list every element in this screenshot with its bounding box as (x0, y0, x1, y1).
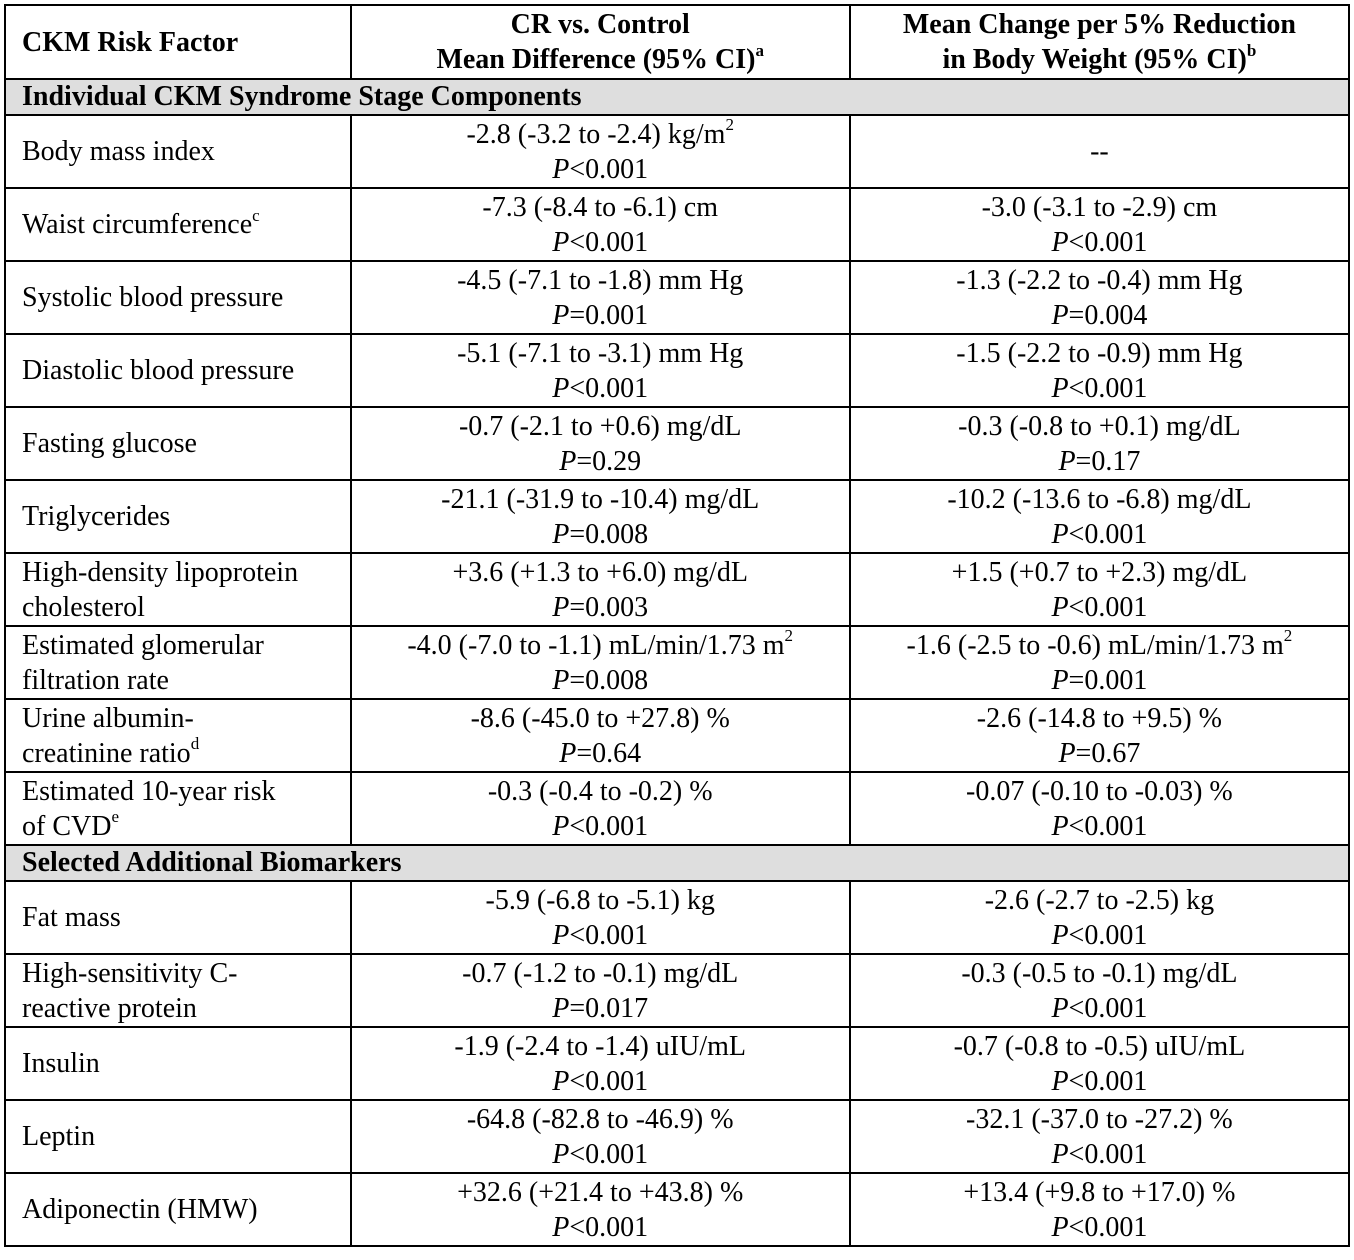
p-symbol: P (1051, 810, 1069, 842)
p-symbol: P (552, 591, 570, 623)
weight-change-cell (850, 626, 1349, 699)
p-value-text: <0.001 (1068, 1211, 1148, 1243)
table-row (5, 334, 1349, 407)
p-value-text: <0.001 (569, 919, 649, 951)
cr-vs-control-p-value (352, 225, 849, 260)
risk-factor-label: Urine albumin- (22, 702, 194, 734)
weight-change-value: -10.2 (-13.6 to -6.8) mg/dL (947, 483, 1252, 515)
cr-vs-control-cell (351, 480, 850, 553)
table-row (5, 553, 1349, 626)
header-cr-line1: CR vs. Control (510, 9, 690, 40)
risk-factor-cell (5, 261, 351, 334)
p-symbol: P (552, 1138, 570, 1170)
weight-change-cell (850, 881, 1349, 954)
header-cr-line2: Mean Difference (95% CI) (436, 44, 756, 75)
weight-change-p-value (851, 298, 1348, 333)
weight-change-cell (850, 699, 1349, 772)
p-value-text: <0.001 (569, 1065, 649, 1097)
weight-change-value: -1.5 (-2.2 to -0.9) mm Hg (956, 337, 1243, 369)
cr-vs-control-p-value (352, 517, 849, 552)
p-symbol: P (559, 445, 577, 477)
weight-change-p-value (851, 517, 1348, 552)
cr-vs-control-p-value (352, 736, 849, 771)
p-value-text: =0.17 (1075, 445, 1141, 477)
cr-vs-control-p-value (352, 152, 849, 187)
p-value-text: <0.001 (569, 1211, 649, 1243)
risk-factor-label: High-density lipoprotein (22, 556, 299, 588)
p-value-text: =0.008 (569, 518, 649, 550)
cr-vs-control-value: -64.8 (-82.8 to -46.9) % (466, 1103, 734, 1135)
weight-change-p-value (851, 371, 1348, 406)
risk-factor-label: Insulin (22, 1048, 100, 1079)
risk-factor-label: Estimated glomerular (22, 629, 264, 661)
weight-change-cell (850, 1100, 1349, 1173)
cr-vs-control-p-value (352, 298, 849, 333)
cr-vs-control-p-value (352, 1137, 849, 1172)
risk-factor-cell (5, 334, 351, 407)
table-row (5, 772, 1349, 845)
risk-factor-cell (5, 954, 351, 1027)
p-symbol: P (552, 299, 570, 331)
cr-vs-control-cell (351, 772, 850, 845)
p-value-text: =0.29 (576, 445, 642, 477)
cr-vs-control-cell (351, 954, 850, 1027)
risk-factor-cell (5, 115, 351, 188)
risk-factor-label: Body mass index (22, 136, 215, 167)
weight-change-value: -32.1 (-37.0 to -27.2) % (966, 1103, 1233, 1135)
cr-vs-control-value: -5.1 (-7.1 to -3.1) mm Hg (457, 337, 744, 369)
p-value-text: <0.001 (1068, 810, 1148, 842)
weight-change-cell (850, 188, 1349, 261)
risk-factor-label: Estimated 10-year risk (22, 775, 276, 807)
cr-vs-control-value: -21.1 (-31.9 to -10.4) mg/dL (441, 483, 760, 515)
footnote-a: a (755, 40, 764, 60)
header-wt-line1: Mean Change per 5% Reduction (902, 9, 1296, 40)
p-symbol: P (1051, 372, 1069, 404)
cr-vs-control-value: +3.6 (+1.3 to +6.0) mg/dL (452, 556, 748, 588)
p-symbol: P (1051, 226, 1069, 258)
p-value-text: <0.001 (1068, 226, 1148, 258)
cr-vs-control-cell (351, 1173, 850, 1246)
p-symbol: P (1051, 1211, 1069, 1243)
cr-vs-control-cell (351, 1027, 850, 1100)
cr-vs-control-cell (351, 334, 850, 407)
unit-superscript: 2 (1283, 626, 1293, 646)
p-symbol: P (1051, 1138, 1069, 1170)
weight-change-p-value (851, 1210, 1348, 1245)
table-row (5, 1027, 1349, 1100)
table-row (5, 1100, 1349, 1173)
weight-change-cell (850, 1027, 1349, 1100)
p-value-text: <0.001 (569, 372, 649, 404)
weight-change-value: -3.0 (-3.1 to -2.9) cm (981, 191, 1218, 223)
footnote-b: b (1246, 40, 1257, 60)
cr-vs-control-value: -0.7 (-1.2 to -0.1) mg/dL (462, 957, 739, 989)
risk-factor-cell (5, 407, 351, 480)
p-value-text: <0.001 (569, 226, 649, 258)
header-weight-change (850, 5, 1349, 79)
risk-factor-label-line2: filtration rate (22, 664, 169, 696)
risk-factor-cell (5, 1173, 351, 1246)
weight-change-value: -- (1090, 136, 1109, 167)
weight-change-p-value (851, 444, 1348, 479)
weight-change-cell (850, 334, 1349, 407)
p-value-text: =0.008 (569, 664, 649, 696)
footnote-marker: e (111, 807, 119, 827)
risk-factor-label: Systolic blood pressure (22, 282, 284, 313)
risk-factor-cell (5, 772, 351, 845)
p-value-text: =0.001 (569, 299, 649, 331)
p-symbol: P (1051, 1065, 1069, 1097)
section-title: Selected Additional Biomarkers (5, 845, 1349, 881)
p-symbol: P (1051, 992, 1069, 1024)
risk-factor-cell (5, 553, 351, 626)
weight-change-cell (850, 480, 1349, 553)
risk-factor-label: Leptin (22, 1121, 96, 1152)
table-row (5, 881, 1349, 954)
header-risk-factor: CKM Risk Factor (5, 5, 351, 79)
footnote-marker: d (190, 734, 200, 754)
cr-vs-control-p-value (352, 809, 849, 844)
section-header-row (5, 845, 1349, 881)
p-symbol: P (1058, 445, 1076, 477)
cr-vs-control-value: -2.8 (-3.2 to -2.4) kg/m (466, 118, 726, 150)
risk-factor-label: Fasting glucose (22, 428, 197, 459)
risk-factor-label-line2: creatinine ratio (22, 737, 191, 769)
header-cr-vs-control (351, 5, 850, 79)
p-symbol: P (1051, 591, 1069, 623)
section-title: Individual CKM Syndrome Stage Components (5, 79, 1349, 115)
weight-change-p-value (851, 918, 1348, 953)
table-row (5, 954, 1349, 1027)
p-symbol: P (1051, 299, 1069, 331)
weight-change-value: -2.6 (-14.8 to +9.5) % (976, 702, 1222, 734)
p-value-text: <0.001 (1068, 1138, 1148, 1170)
p-value-text: =0.003 (569, 591, 649, 623)
p-symbol: P (552, 518, 570, 550)
p-value-text: =0.017 (569, 992, 649, 1024)
weight-change-value: -0.3 (-0.8 to +0.1) mg/dL (958, 410, 1241, 442)
cr-vs-control-p-value (352, 991, 849, 1026)
unit-superscript: 2 (725, 115, 734, 135)
cr-vs-control-cell (351, 261, 850, 334)
unit-superscript: 2 (784, 626, 794, 646)
cr-vs-control-p-value (352, 663, 849, 698)
table-row (5, 261, 1349, 334)
risk-factor-label: Adiponectin (HMW) (22, 1194, 258, 1225)
cr-vs-control-value: -5.9 (-6.8 to -5.1) kg (485, 884, 715, 916)
cr-vs-control-value: -0.3 (-0.4 to -0.2) % (487, 775, 713, 807)
weight-change-value: -2.6 (-2.7 to -2.5) kg (984, 884, 1215, 916)
p-symbol: P (1051, 518, 1069, 550)
cr-vs-control-cell (351, 553, 850, 626)
cr-vs-control-value: -4.5 (-7.1 to -1.8) mm Hg (457, 264, 744, 296)
section-header-row (5, 79, 1349, 115)
cr-vs-control-cell (351, 1100, 850, 1173)
p-symbol: P (552, 153, 570, 185)
risk-factor-cell (5, 1027, 351, 1100)
p-symbol: P (552, 810, 570, 842)
cr-vs-control-value: -4.0 (-7.0 to -1.1) mL/min/1.73 m (407, 629, 785, 661)
table-row (5, 407, 1349, 480)
cr-vs-control-p-value (352, 371, 849, 406)
risk-factor-label: Diastolic blood pressure (22, 355, 295, 386)
cr-vs-control-cell (351, 699, 850, 772)
weight-change-cell (850, 115, 1349, 188)
p-symbol: P (552, 992, 570, 1024)
cr-vs-control-p-value (352, 1064, 849, 1099)
cr-vs-control-value: -7.3 (-8.4 to -6.1) cm (482, 191, 719, 223)
p-symbol: P (552, 372, 570, 404)
weight-change-cell (850, 954, 1349, 1027)
p-value-text: <0.001 (1068, 992, 1148, 1024)
p-symbol: P (552, 226, 570, 258)
table-body (5, 79, 1349, 1246)
cr-vs-control-cell (351, 115, 850, 188)
p-value-text: <0.001 (569, 153, 649, 185)
risk-factor-cell (5, 699, 351, 772)
cr-vs-control-cell (351, 626, 850, 699)
p-symbol: P (552, 1065, 570, 1097)
weight-change-p-value (851, 590, 1348, 625)
cr-vs-control-cell (351, 188, 850, 261)
risk-factor-cell (5, 188, 351, 261)
risk-factor-label-line2: of CVD (22, 810, 112, 842)
cr-vs-control-p-value (352, 444, 849, 479)
weight-change-p-value (851, 1137, 1348, 1172)
risk-factor-label-line2: reactive protein (22, 992, 197, 1024)
p-value-text: =0.001 (1068, 664, 1148, 696)
weight-change-value: +1.5 (+0.7 to +2.3) mg/dL (951, 556, 1248, 588)
risk-factor-cell (5, 626, 351, 699)
weight-change-value: -1.3 (-2.2 to -0.4) mm Hg (956, 264, 1243, 296)
weight-change-value: -0.3 (-0.5 to -0.1) mg/dL (961, 957, 1238, 989)
p-value-text: <0.001 (1068, 1065, 1148, 1097)
weight-change-p-value (851, 663, 1348, 698)
p-value-text: <0.001 (1068, 372, 1148, 404)
table-row (5, 480, 1349, 553)
weight-change-cell (850, 553, 1349, 626)
weight-change-cell (850, 1173, 1349, 1246)
risk-factor-cell (5, 1100, 351, 1173)
risk-factor-cell (5, 881, 351, 954)
weight-change-cell (850, 407, 1349, 480)
p-value-text: <0.001 (569, 1138, 649, 1170)
results-table (4, 4, 1350, 1247)
risk-factor-label: Triglycerides (22, 501, 171, 532)
risk-factor-label-line2: cholesterol (22, 591, 145, 623)
cr-vs-control-cell (351, 881, 850, 954)
p-symbol: P (552, 1211, 570, 1243)
weight-change-value: -0.07 (-0.10 to -0.03) % (966, 775, 1233, 807)
table-row (5, 1173, 1349, 1246)
table-row (5, 626, 1349, 699)
p-symbol: P (552, 664, 570, 696)
table-row (5, 699, 1349, 772)
weight-change-value: -1.6 (-2.5 to -0.6) mL/min/1.73 m (906, 629, 1284, 661)
risk-factor-label: High-sensitivity C- (22, 957, 238, 989)
p-symbol: P (559, 737, 577, 769)
p-value-text: <0.001 (1068, 919, 1148, 951)
table-row (5, 188, 1349, 261)
weight-change-value: +13.4 (+9.8 to +17.0) % (963, 1176, 1236, 1208)
weight-change-p-value (851, 809, 1348, 844)
p-value-text: =0.64 (576, 737, 642, 769)
p-symbol: P (1051, 664, 1069, 696)
cr-vs-control-value: -1.9 (-2.4 to -1.4) uIU/mL (454, 1030, 747, 1062)
risk-factor-label: Waist circumference (22, 209, 253, 240)
p-value-text: <0.001 (1068, 518, 1148, 550)
risk-factor-cell (5, 480, 351, 553)
p-value-text: =0.67 (1075, 737, 1141, 769)
weight-change-p-value (851, 736, 1348, 771)
weight-change-p-value (851, 225, 1348, 260)
risk-factor-label: Fat mass (22, 902, 121, 933)
p-value-text: <0.001 (1068, 591, 1148, 623)
p-value-text: <0.001 (569, 810, 649, 842)
cr-vs-control-value: +32.6 (+21.4 to +43.8) % (457, 1176, 744, 1208)
footnote-marker: c (252, 205, 260, 225)
cr-vs-control-cell (351, 407, 850, 480)
cr-vs-control-value: -0.7 (-2.1 to +0.6) mg/dL (458, 410, 742, 442)
p-value-text: =0.004 (1068, 299, 1148, 331)
cr-vs-control-p-value (352, 590, 849, 625)
weight-change-p-value (851, 1064, 1348, 1099)
weight-change-value: -0.7 (-0.8 to -0.5) uIU/mL (953, 1030, 1246, 1062)
p-symbol: P (552, 919, 570, 951)
p-symbol: P (1058, 737, 1076, 769)
p-symbol: P (1051, 919, 1069, 951)
header-row (5, 5, 1349, 79)
table-row (5, 115, 1349, 188)
weight-change-cell (850, 772, 1349, 845)
cr-vs-control-p-value (352, 918, 849, 953)
cr-vs-control-p-value (352, 1210, 849, 1245)
cr-vs-control-value: -8.6 (-45.0 to +27.8) % (470, 702, 730, 734)
weight-change-cell (850, 261, 1349, 334)
header-wt-line2: in Body Weight (95% CI) (942, 44, 1247, 75)
weight-change-p-value (851, 991, 1348, 1026)
